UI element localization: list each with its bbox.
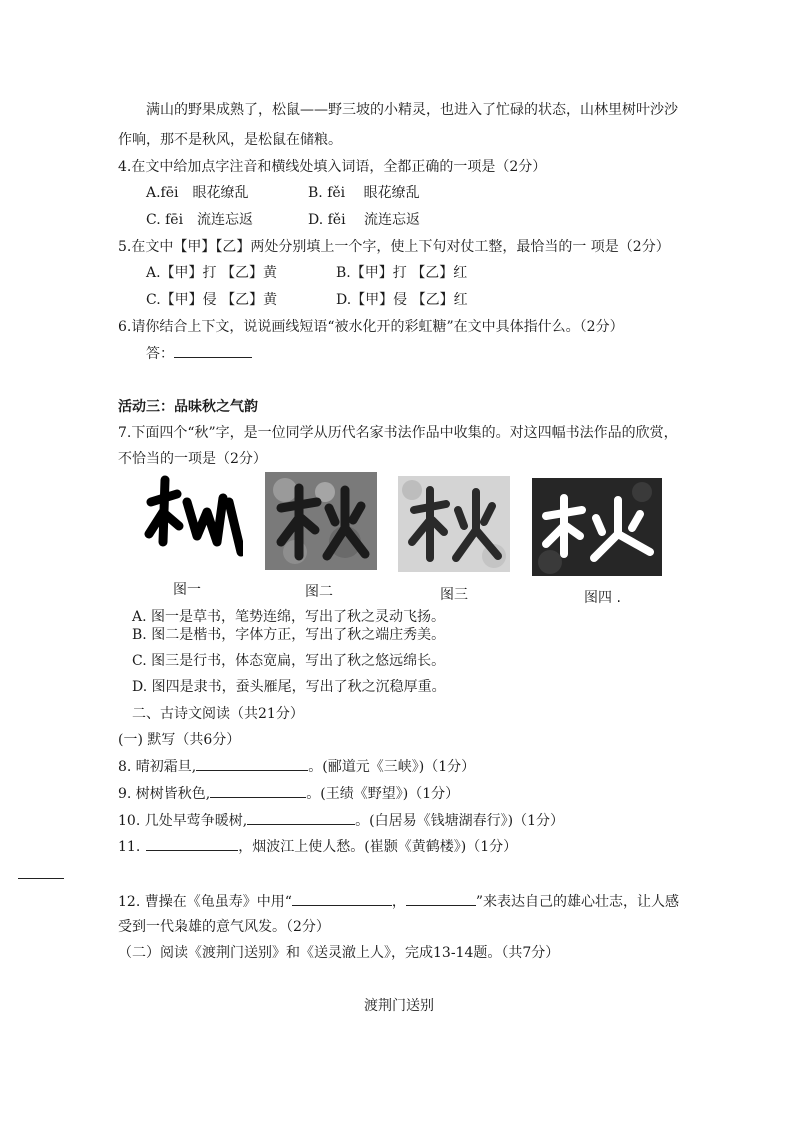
q7-option-c: C. 图三是行书，体态宽扁，写出了秋之悠远绵长。 [132,653,446,669]
q7-stem-line-2: 不恰当的一项是（2分） [118,451,267,467]
q10 [118,810,564,831]
section-2-sub-2: （二）阅读《渡荆门送别》和《送灵澈上人》，完成13-14题。（共7分） [118,945,560,961]
q11 [118,836,517,857]
q4-stem: 4.在文中给加点字注音和横线处填入词语，全都正确的一项是（2分） [118,159,547,175]
q6-answer [146,343,252,364]
q6-stem: 6.请你结合上下文，说说画线短语“被水化开的彩虹糖”在文中具体指什么。（2分） [118,319,624,335]
q7-stem-line-1: 7.下面四个“秋”字，是一位同学从历代名家书法作品中收集的。对这四幅书法作品的欣赏， [118,425,678,441]
q5-stem: 5.在文中【甲】【乙】两处分别填上一个字，使上下句对仗工整，最恰当的一 项是（2分） [118,239,670,255]
q8-text: 8. 晴初霜旦, [118,759,197,775]
poem-title: 渡荆门送别 [364,998,434,1014]
q5-option-c: C.【甲】侵 【乙】黄 [146,292,278,308]
q9 [118,783,459,804]
q9-source: 。(王绩《野望》)（1分） [306,786,460,802]
q12-sep: ， [391,894,406,910]
q12-line-1 [118,891,679,912]
figure-1-caption: 图一 [173,582,201,598]
q12-blank-2[interactable] [406,891,476,906]
calligraphy-figure-4 [532,478,662,576]
section-2-title: 二、古诗文阅读（共21分） [132,706,304,722]
q11-blank[interactable] [146,836,238,851]
regular-qiu-glyph [265,472,377,570]
q4-option-a: A.fēi 眼花缭乱 [146,185,249,201]
q7-option-a: A. 图一是草书，笔势连绵，写出了秋之灵动飞扬。 [132,609,446,625]
q11-text: ，烟波江上使人愁。(崔颢《黄鹤楼》)（1分） [238,839,518,855]
clerical-qiu-glyph [532,478,662,576]
running-qiu-glyph [398,476,510,572]
q11-num: 11. [118,839,141,855]
cursive-qiu-glyph [143,472,243,572]
q8-source: 。(郦道元《三峡》)（1分） [308,759,476,775]
q9-text: 9. 树树皆秋色, [118,786,211,802]
q8-blank[interactable] [196,756,308,771]
activity-3-title: 活动三：品味秋之气韵 [118,399,258,415]
q4-option-c: C. fēi 流连忘返 [146,212,254,228]
passage-line-1: 满山的野果成熟了，松鼠——野三坡的小精灵，也进入了忙碌的状态，山林里树叶沙沙 [146,102,678,118]
q4-option-b: B. fěi 眼花缭乱 [308,185,420,201]
q12-blank-1[interactable] [292,891,392,906]
q8 [118,756,475,777]
q6-answer-label: 答： [146,346,174,362]
figure-4-caption: 图四 . [584,590,621,606]
calligraphy-figure-3 [398,476,510,572]
q6-answer-blank[interactable] [174,343,252,358]
q10-blank[interactable] [247,810,355,825]
q7-option-b: B. 图二是楷书，字体方正，写出了秋之端庄秀美。 [132,627,446,643]
q4-option-d: D. fěi 流连忘返 [308,212,421,228]
calligraphy-figure-1 [143,472,243,572]
q5-option-b: B.【甲】打 【乙】红 [336,265,468,281]
q12-line-2: 受到一代枭雄的意气风发。（2分） [118,919,330,935]
q10-text: 10. 几处早莺争暖树, [118,813,248,829]
q7-option-d: D. 图四是隶书，蚕头雁尾，写出了秋之沉稳厚重。 [132,679,446,695]
figure-3-caption: 图三 [440,587,468,603]
q9-blank[interactable] [210,783,306,798]
q5-option-a: A.【甲】打 【乙】黄 [146,265,278,281]
calligraphy-figure-2 [265,472,377,570]
q12-part-2: ”来表达自己的雄心壮志，让人感 [475,894,680,910]
q12-part-1: 12. 曹操在《龟虽寿》中用“ [118,894,292,910]
section-2-sub-1: (一) 默写（共6分） [118,732,241,748]
q10-source: 。(白居易《钱塘湖春行》)（1分） [355,813,565,829]
passage-line-2: 作响，那不是秋风，是松鼠在储粮。 [118,132,342,148]
q5-option-d: D.【甲】侵 【乙】红 [336,292,468,308]
figure-2-caption: 图二 [305,584,333,600]
page-margin-rule [18,878,64,879]
